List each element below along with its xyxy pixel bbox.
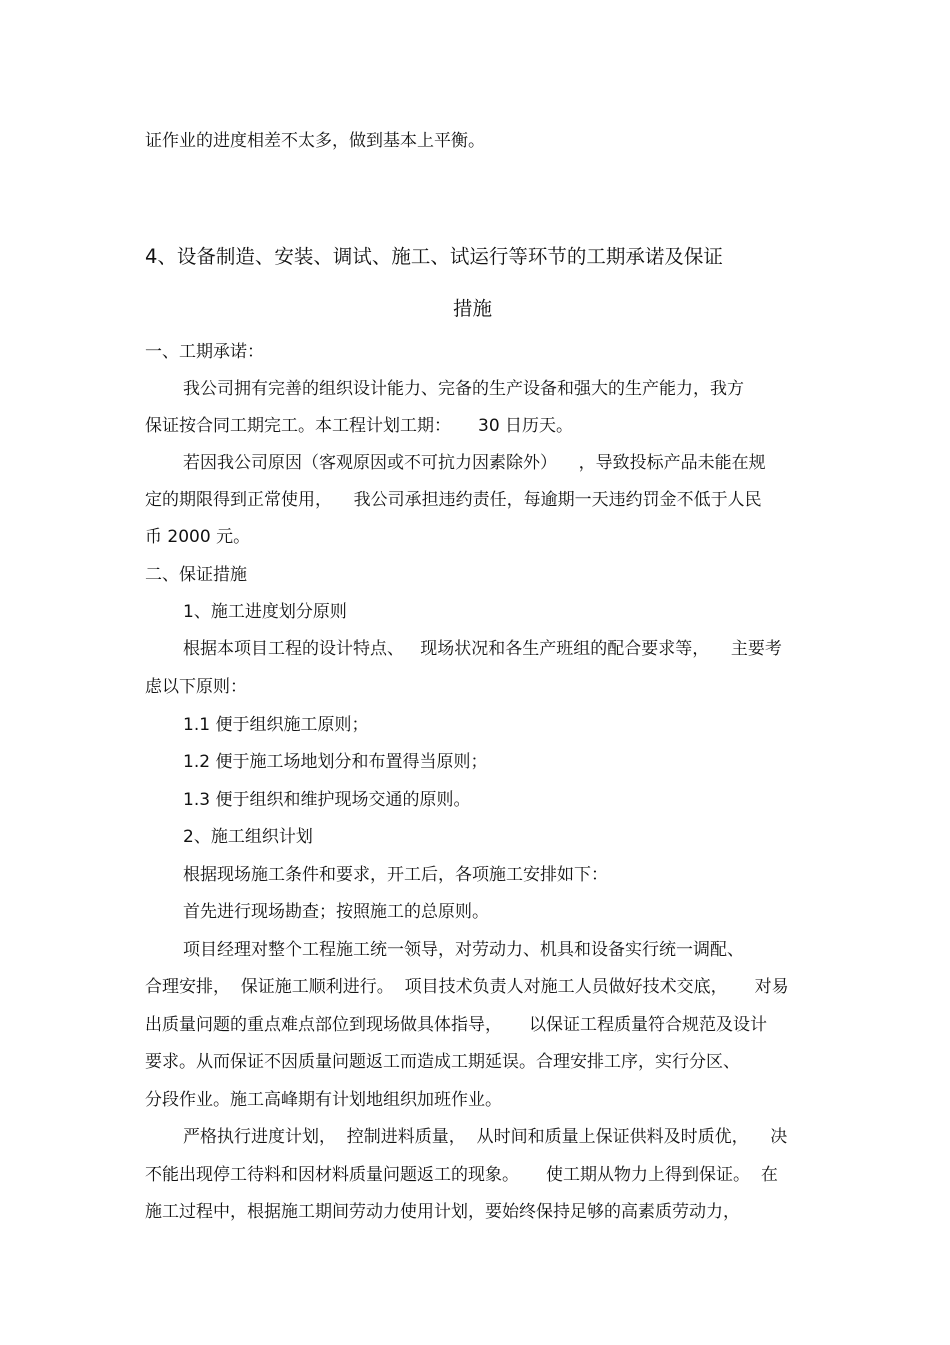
paragraph-line: 不能出现停工待料和因材料质量问题返工的现象。 使工期从物力上得到保证。 在 xyxy=(145,1165,778,1185)
paragraph-line: 施工过程中，根据施工期间劳动力使用计划，要始终保持足够的高素质劳动力， xyxy=(145,1202,740,1222)
paragraph-line: 保证按合同工期完工。本工程计划工期： 30 日历天。 xyxy=(145,416,574,436)
list-item: 1.2 便于施工场地划分和布置得当原则； xyxy=(183,752,488,772)
numbered-heading: 2、施工组织计划 xyxy=(183,827,313,847)
paragraph-line: 出质量问题的重点难点部位到现场做具体指导， 以保证工程质量符合规范及设计 xyxy=(145,1015,768,1035)
paragraph-line: 我公司拥有完善的组织设计能力、完备的生产设备和强大的生产能力，我方 xyxy=(183,379,744,399)
paragraph-line: 根据现场施工条件和要求，开工后，各项施工安排如下： xyxy=(183,865,608,885)
paragraph-line: 币 2000 元。 xyxy=(145,527,251,547)
section-heading: 4、设备制造、安装、调试、施工、试运行等环节的工期承诺及保证 xyxy=(145,245,723,268)
text-line-continuation: 证作业的进度相差不太多，做到基本上平衡。 xyxy=(145,131,485,151)
paragraph-line: 若因我公司原因（客观原因或不可抗力因素除外） ，导致投标产品未能在规 xyxy=(183,453,766,473)
paragraph-line: 虑以下原则： xyxy=(145,677,247,697)
paragraph-line: 合理安排， 保证施工顺利进行。 项目技术负责人对施工人员做好技术交底， 对易 xyxy=(145,977,789,997)
paragraph-line: 严格执行进度计划， 控制进料质量， 从时间和质量上保证供料及时质优， 决 xyxy=(183,1127,788,1147)
paragraph-line: 项目经理对整个工程施工统一领导，对劳动力、机具和设备实行统一调配、 xyxy=(183,940,744,960)
paragraph-line: 分段作业。施工高峰期有计划地组织加班作业。 xyxy=(145,1090,502,1110)
section-heading-continuation: 措施 xyxy=(453,297,493,320)
numbered-heading: 1、施工进度划分原则 xyxy=(183,602,347,622)
paragraph-line: 首先进行现场勘查；按照施工的总原则。 xyxy=(183,902,489,922)
subheading-schedule-commitment: 一、工期承诺： xyxy=(145,342,264,362)
paragraph-line: 要求。从而保证不因质量问题返工而造成工期延误。合理安排工序，实行分区、 xyxy=(145,1052,740,1072)
list-item: 1.3 便于组织和维护现场交通的原则。 xyxy=(183,790,471,810)
subheading-guarantee-measures: 二、保证措施 xyxy=(145,565,247,585)
paragraph-line: 根据本项目工程的设计特点、 现场状况和各生产班组的配合要求等， 主要考 xyxy=(183,639,782,659)
paragraph-line: 定的期限得到正常使用， 我公司承担违约责任，每逾期一天违约罚金不低于人民 xyxy=(145,490,762,510)
list-item: 1.1 便于组织施工原则； xyxy=(183,715,369,735)
